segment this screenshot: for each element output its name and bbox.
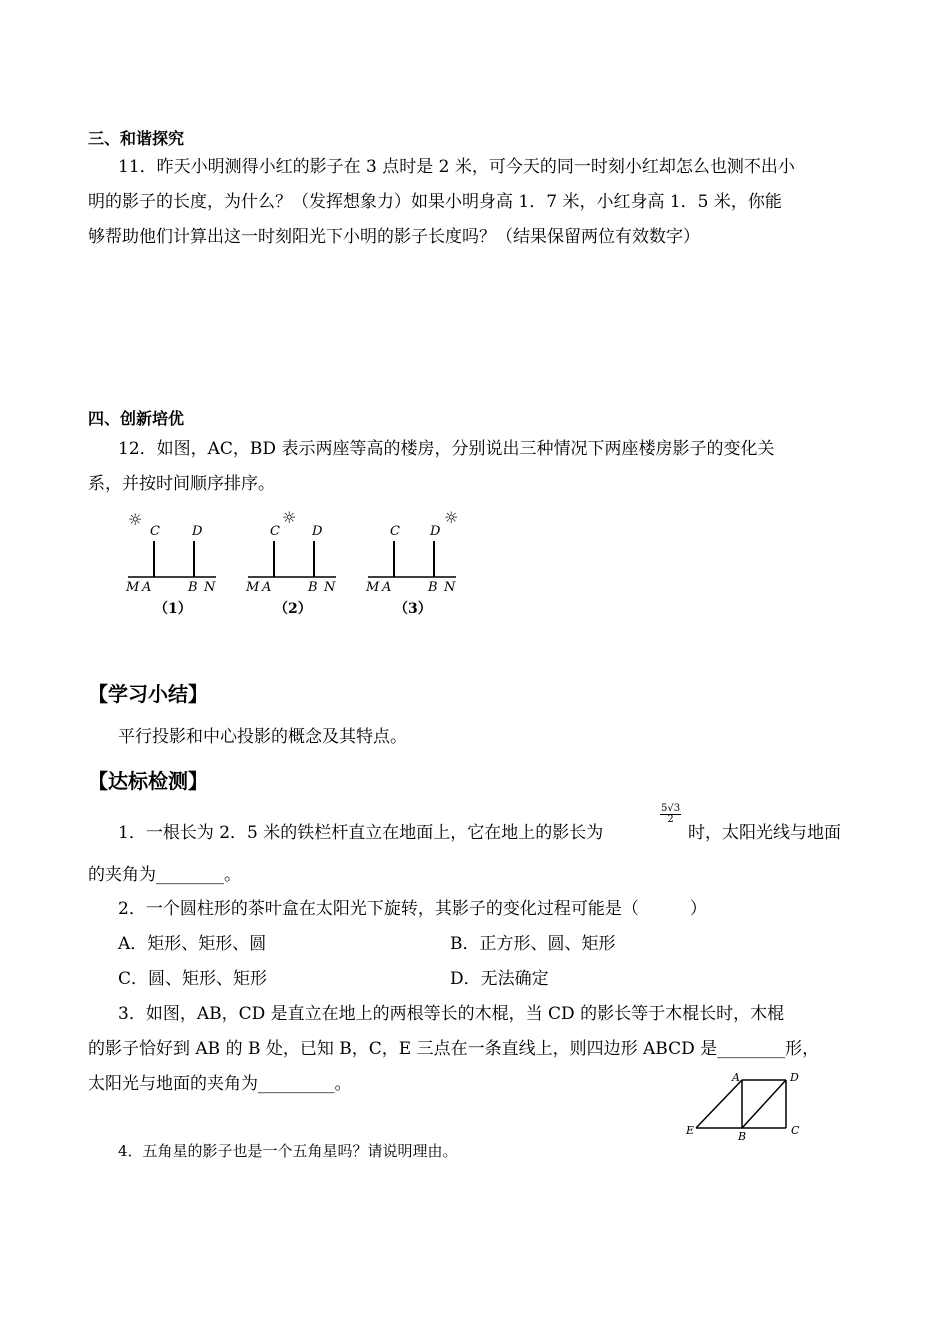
label-n: N [444,580,456,595]
label-d: D [192,524,203,539]
fraction-numerator: 5√3 [661,803,681,814]
q4-text: 4．五角星的影子也是一个五角星吗？请说明理由。 [118,1142,458,1160]
q2-option-a: A．矩形、矩形、圆 [118,934,267,954]
q1-text-part2: 时，太阳光线与地面 [688,823,841,843]
label-n: N [204,580,216,595]
q11-line-1: 11．昨天小明测得小红的影子在 3 点时是 2 米，可今天的同一时刻小红却怎么也测不出小 [118,157,795,177]
sun-icon: ☼ [282,508,297,527]
fraction-denominator: 2 [667,814,674,825]
figure-1 [125,510,216,617]
q2-stem: 2．一个圆柱形的茶叶盒在太阳光下旋转，其影子的变化过程可能是（ ） [118,899,707,919]
label-d: D [430,524,441,539]
q2-option-b: B．正方形、圆、矩形 [450,934,616,954]
sun-icon: ☼ [444,508,459,527]
q3-line-2: 的影子恰好到 AB 的 B 处，已知 B，C，E 三点在一条直线上，则四边形 ABCD 是________形， [88,1039,820,1059]
test-title: 【达标检测】 [88,769,208,793]
label-b: B [738,1130,747,1143]
label-b: B [188,580,198,595]
q11-line-3: 够帮助他们计算出这一时刻阳光下小明的影子长度吗？（结果保留两位有效数字） [88,227,700,247]
q3-line-3: 太阳光与地面的夹角为_________。 [88,1074,352,1094]
label-m: M [126,580,140,595]
label-e: E [686,1124,695,1137]
q2-option-d: D．无法确定 [450,969,549,989]
label-c: C [390,524,400,539]
label-b: B [428,580,438,595]
figure-caption: （1） [154,601,192,617]
q12-line-1: 12．如图，AC，BD 表示两座等高的楼房，分别说出三种情况下两座楼房影子的变化关 [118,439,775,459]
figure-2 [245,508,336,617]
section-3-title: 三、和谐探究 [88,129,185,148]
label-a: A [382,580,392,595]
label-m: M [366,580,380,595]
label-c: C [270,524,280,539]
label-a: A [262,580,272,595]
figure-caption: （3） [394,601,432,617]
q3-figure [682,1068,812,1144]
label-d: D [312,524,323,539]
label-a: A [142,580,152,595]
q1-text-part1: 1．一根长为 2．5 米的铁栏杆直立在地面上，它在地上的影长为 [118,823,604,843]
q11-line-2: 明的影子的长度，为什么？（发挥想象力）如果小明身高 1．7 米，小红身高 1．5 米，你能 [88,192,782,212]
label-a: A [732,1071,740,1084]
section-4-title: 四、创新培优 [88,409,185,428]
ray-ea [696,1080,742,1128]
sun-icon: ☼ [128,510,143,529]
q12-line-2: 系，并按时间顺序排序。 [88,474,275,494]
summary-title: 【学习小结】 [88,682,208,706]
q1-line-2: 的夹角为________。 [88,865,241,885]
label-b: B [308,580,318,595]
figure-3 [365,508,458,617]
ray-bd [742,1080,786,1128]
figure-caption: （2） [274,601,312,617]
label-c: C [791,1124,800,1137]
label-c: C [150,524,160,539]
label-m: M [246,580,260,595]
q2-option-c: C．圆、矩形、矩形 [118,969,268,989]
q1-fraction [660,804,681,825]
label-d: D [790,1071,799,1084]
label-n: N [324,580,336,595]
q3-line-1: 3．如图，AB，CD 是直立在地上的两根等长的木棍，当 CD 的影长等于木棍长时，木棍 [118,1004,785,1024]
summary-text: 平行投影和中心投影的概念及其特点。 [118,727,407,747]
q12-figures [120,505,480,625]
